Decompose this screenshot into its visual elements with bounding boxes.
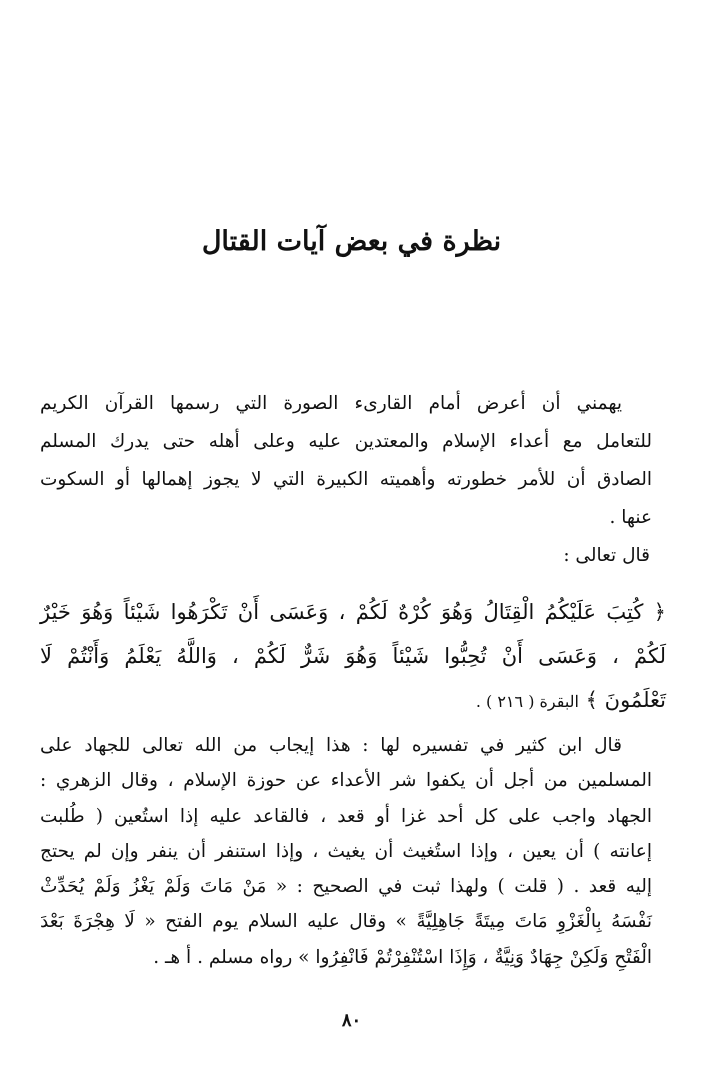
verse-line: لَكُمْ ، وَعَسَى أَنْ تُحِبُّوا شَيْئاً وَهُوَ شَرٌّ لَكُمْ ، وَاللَّهُ يَعْلَمُ وَأَنْتُمْ لَا [40,644,666,668]
page-number: ٨٠ [341,1010,362,1031]
paragraph-line: المسلمين من أجل أن يكفوا شر الأعداء عن حوزة الإسلام ، وقال الزهري : [40,770,652,792]
paragraph-line: الجهاد واجب على كل أحد غزا أو قعد ، فالقاعد عليه إذا استُعين ( طُلبت [40,805,652,827]
paragraph-line: إعانته ) أن يعين ، وإذا استُغيث أن يغيث ، وإذا استنفر أن ينفر وإن لم يحتج [40,840,652,862]
paragraph-line: يهمني أن أعرض أمام القارىء الصورة التي رسمها القرآن الكريم [40,393,622,414]
paragraph-line: للتعامل مع أعداء الإسلام والمعتدين عليه وعلى أهله حتى يدرك المسلم [40,431,652,452]
verse-intro: قال تعالى : [563,545,650,566]
paragraph-line: عنها . [609,507,652,528]
intro-paragraph [40,385,652,537]
paragraph-line: الصادق أن للأمر خطورته وأهميته الكبيرة التي لا يجوز إهمالها أو السكوت [40,469,652,490]
paragraph-line: الْفَتْحِ وَلَكِنْ جِهَادٌ وَنِيَّةٌ ، وَإِذَا اسْتُنْفِرْتُمْ فَانْفِرُوا » رواه مسلم . أ هـ . [153,946,652,968]
tafsir-paragraph [40,728,652,975]
paragraph-line: قال ابن كثير في تفسيره لها : هذا إيجاب من الله تعالى للجهاد على [40,735,622,756]
verse-line-last [40,678,666,724]
paragraph-line: نَفْسَهُ بِالْغَزْوِ مَاتَ مِيتَةً جَاهِلِيَّةً » وقال عليه السلام يوم الفتح « لَا هِجْرَةَ بَعْدَ [40,911,652,933]
paragraph-line: إليه قعد . ( قلت ) ولهذا ثبت في الصحيح : « مَنْ مَاتَ وَلَمْ يَغْزُ وَلَمْ يُحَدِّثْ [40,876,652,898]
chapter-title: نظرة في بعض آيات القتال [201,226,502,257]
verse-line: ﴿ كُتِبَ عَلَيْكُمُ الْقِتَالُ وَهُوَ كُرْهٌ لَكُمْ ، وَعَسَى أَنْ تَكْرَهُوا شَيْئاً وَهُوَ خَيْرٌ [40,600,666,624]
quran-verse [40,590,666,724]
verse-reference: البقرة ( ٢١٦ ) . [475,692,579,711]
verse-end-text: تَعْلَمُونَ ﴾ [585,688,666,712]
